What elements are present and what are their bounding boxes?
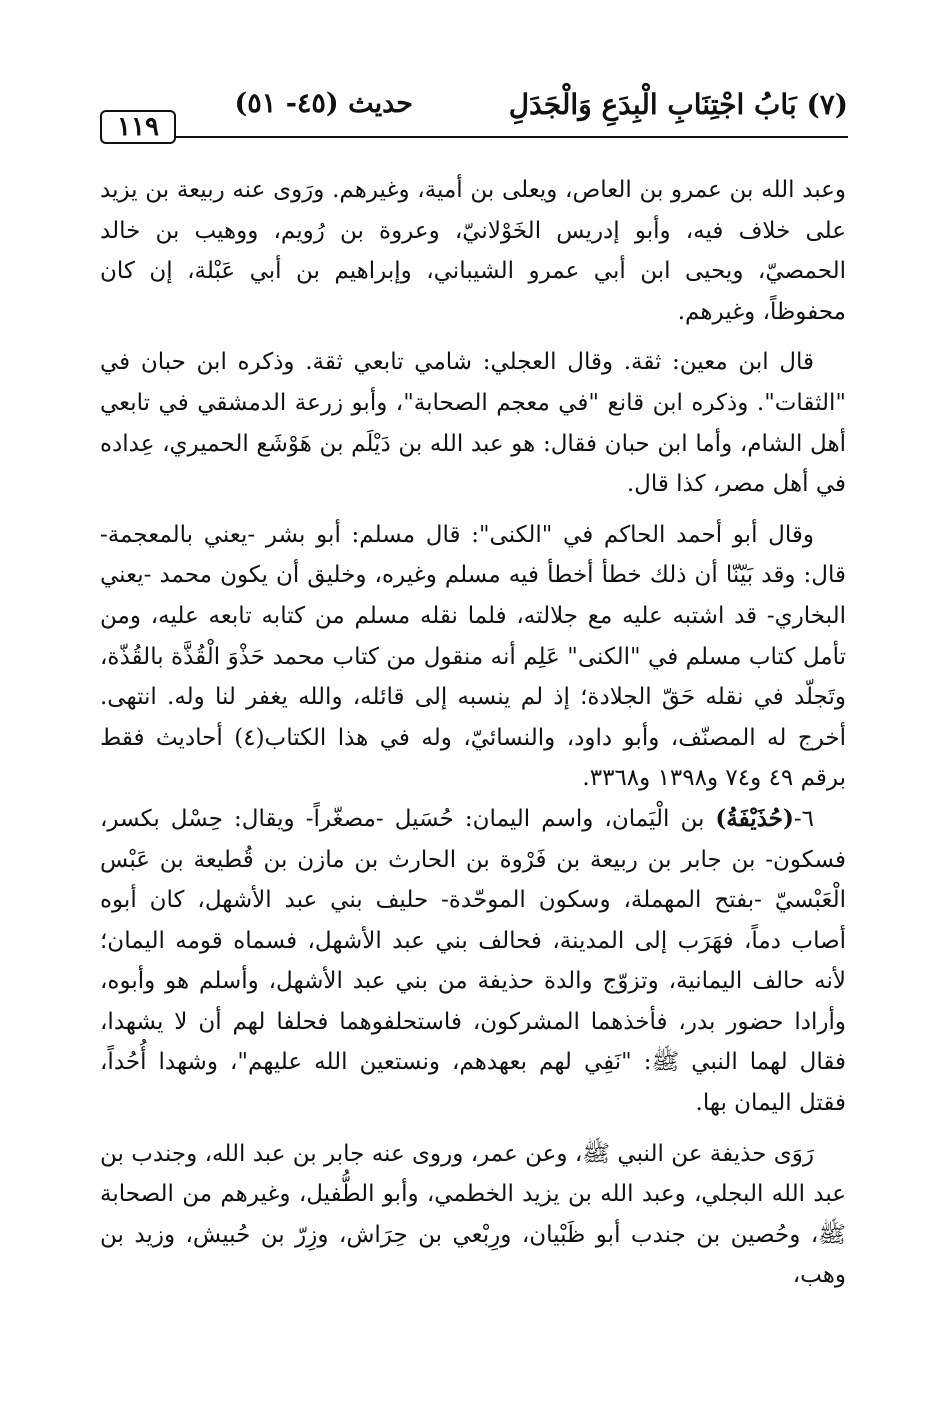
paragraph-2: قال ابن معين: ثقة. وقال العجلي: شامي تابعي ثقة. وذكره ابن حبان في "الثقات". وذكره ابن قانع "في معجم الصحابة"، وأبو زرعة الدمشقي في تابعي أهل الشام، وأما ابن حبان فقال: هو عبد الله بن دَيْلَم بن هَوْشَع الحميري، عِداده في أهل مصر، كذا قال. <box>100 349 846 498</box>
page-number: ١١٩ <box>100 110 176 144</box>
entry-text: بن الْيَمان، واسم اليمان: حُسَيل -مصغّراً- ويقال: حِسْل بكسر، فسكون- بن جابر بن ربيعة بن فَرْوة بن الحارث بن مازن بن قُطيعة بن عَبْس الْعَبْسيّ -بفتح المهملة، وسكون الموحّدة- حليف بني عبد الأشهل، كان أبوه أصاب دماً، فهَرَب إلى المدينة، فحالف بني عبد الأشهل، فسماه قومه اليمان؛ لأنه حالف اليمانية، وتزوّج والدة حذيفة من بني عبد الأشهل، وأسلم هو وأبوه، وأرادا حضور بدر، فأخذهما المشركون، فاستحلفوهما فحلفا لهم أن لا يشهدا، فقال لهما النبي ﷺ: "نَفِي لهم بعهدهم، ونستعين الله عليهم"، وشهدا أُحُداً، فقتل اليمان بها. <box>100 805 846 1117</box>
entry-number: ٦- <box>793 805 814 832</box>
chapter-title: (٧) بَابُ اجْتِنَابِ الْبِدَعِ وَالْجَدَلِ <box>508 88 848 121</box>
running-header <box>100 86 848 146</box>
body-text <box>100 170 846 1296</box>
paragraph-1: وعبد الله بن عمرو بن العاص، ويعلى بن أمية، وغيرهم. ورَوى عنه ربيعة بن يزيد على خلاف فيه، وأبو إدريس الخَوْلانيّ، وعروة بن رُويم، ووهيب بن خالد الحمصيّ، ويحيى ابن أبي عمرو الشيباني، وإبراهيم بن أبي عَبْلة، إن كان محفوظاً، وغيرهم. <box>100 177 846 325</box>
header-rule <box>170 136 848 138</box>
hadith-range: حديث (٤٥- ٥١) <box>234 88 413 119</box>
narrator-name: (حُذَيْفَةُ) <box>715 804 794 832</box>
paragraph-5: رَوَى حذيفة عن النبي ﷺ، وعن عمر، وروى عنه جابر بن عبد الله، وجندب بن عبد الله البجلي، وعبد الله بن يزيد الخطمي، وأبو الطُّفيل، وغيرهم من الصحابة ﷺ، وحُصين بن جندب أبو ظَبْيان، ورِبْعي بن حِرَاش، وزِرّ بن حُبيش، وزيد بن وهب، <box>100 1140 846 1289</box>
paragraph-4-narrator-entry <box>100 799 846 1124</box>
paragraph-3: وقال أبو أحمد الحاكم في "الكنى": قال مسلم: أبو بشر -يعني بالمعجمة- قال: وقد بَيّنّا أن ذلك خطأ أخطأ فيه مسلم وغيره، وخليق أن يكون محمد -يعني البخاري- قد اشتبه عليه مع جلالته، فلما نقله مسلم من كتابه تابعه عليه، ومن تأمل كتاب مسلم في "الكنى" عَلِم أنه منقول من كتاب محمد حَذْوَ الْقُذَّة بالقُذّة، وتَجلّد في نقله حَقّ الجلادة؛ إذ لم ينسبه إلى قائله، والله يغفر لنا وله. انتهى. أخرج له المصنّف، وأبو داود، والنسائيّ، وله في هذا الكتاب(٤) أحاديث فقط برقم ٤٩ و٧٤ و١٣٩٨ و٣٣٦٨. <box>100 521 847 792</box>
